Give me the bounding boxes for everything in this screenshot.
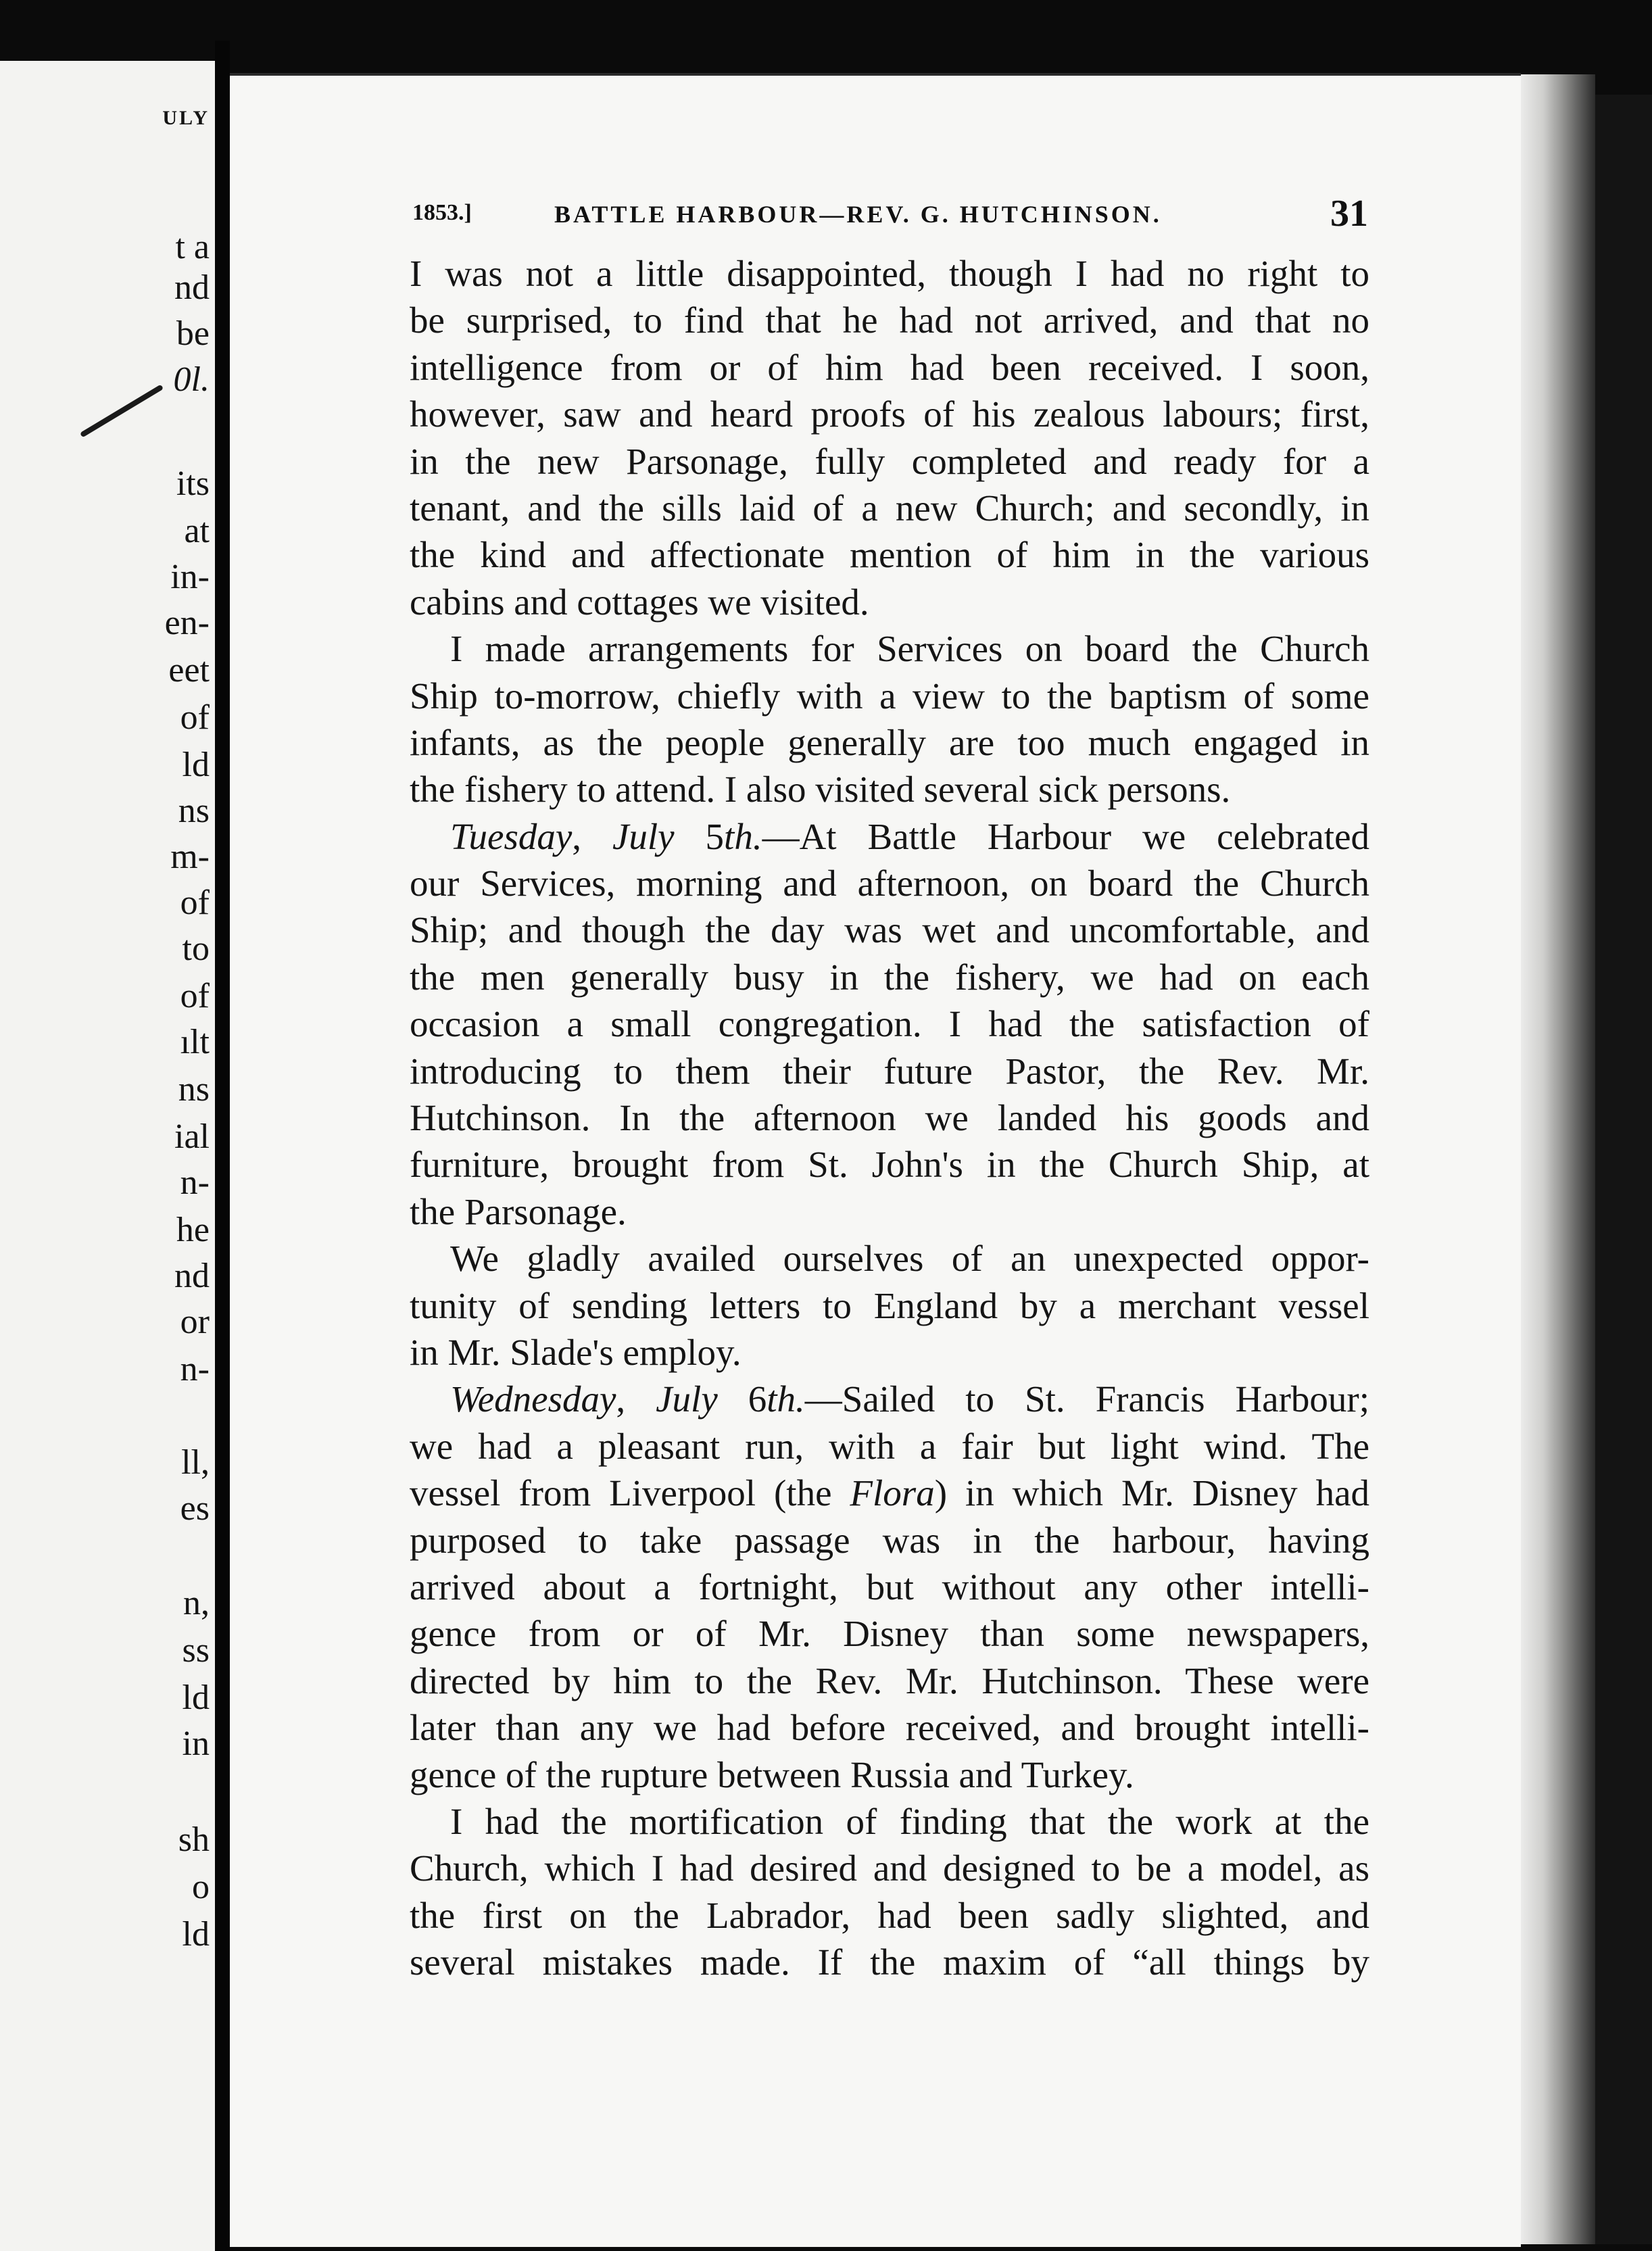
text-line: the fishery to attend. I also visited several sick persons. — [410, 769, 1231, 810]
text-line: gence of the rupture between Russia and Turkey. — [410, 1753, 1134, 1795]
left-page-fragment: t a — [175, 228, 210, 266]
left-page-fragment: ns — [178, 792, 210, 830]
left-page-fragment: eet — [168, 651, 210, 689]
left-page-fragment: ılt — [180, 1023, 210, 1061]
left-page-fragment: ial — [174, 1117, 210, 1156]
text-line: in the new Parsonage, fully completed and ready for a — [410, 440, 1369, 482]
left-page-fragment: ss — [182, 1631, 210, 1670]
left-page-fragment: to — [182, 929, 210, 968]
left-page-fragment: m- — [170, 838, 210, 876]
left-page-fragment: nd — [174, 268, 210, 307]
text-line: infants, as the people generally are too much engaged in — [410, 721, 1369, 763]
text-line: the men generally busy in the fishery, we had on each — [410, 956, 1369, 998]
page-number: 31 — [1330, 193, 1368, 235]
text-line: be surprised, to find that he had not arrived, and that no — [410, 299, 1369, 341]
text-line: later than any we had before received, and brought intelli- — [410, 1707, 1369, 1749]
left-page-fragment: at — [184, 512, 210, 550]
left-page-fragment: ld — [182, 746, 210, 784]
text-line: Church, which I had desired and designed to be a model, as — [410, 1847, 1369, 1889]
text-line: cabins and cottages we visited. — [410, 581, 869, 623]
body-text — [410, 250, 1369, 1985]
text-line: occasion a small congregation. I had the satisfaction of — [410, 1003, 1369, 1045]
text-line: furniture, brought from St. John's in the Church Ship, at — [410, 1144, 1369, 1186]
page-edge-shading — [1521, 74, 1595, 2244]
book-cover-edge — [1595, 95, 1652, 2244]
text-line: several mistakes made. If the maxim of “all things by — [410, 1941, 1369, 1983]
text-line: however, saw and heard proofs of his zealous labours; first, — [410, 393, 1369, 435]
text-line: the kind and affectionate mention of him in the various — [410, 534, 1369, 576]
header-year: 1853.] — [412, 200, 472, 225]
text-line: gence from or of Mr. Disney than some newspapers, — [410, 1613, 1369, 1655]
text-line: intelligence from or of him had been received. I soon, — [410, 346, 1369, 388]
text-line: Ship; and though the day was wet and uncomfortable, and — [410, 909, 1369, 951]
text-line: we had a pleasant run, with a fair but light wind. The — [410, 1425, 1369, 1467]
text-line: the Parsonage. — [410, 1190, 627, 1232]
left-page-fragment: n, — [183, 1584, 210, 1622]
left-page-fragment: 0l. — [173, 360, 210, 399]
left-page-fragment: its — [176, 464, 210, 503]
left-page-fragment: ns — [178, 1070, 210, 1109]
left-page-fragment: ll, — [181, 1443, 210, 1482]
left-page-fragment: nd — [174, 1257, 210, 1295]
text-line: arrived about a fortnight, but without any other intelli- — [410, 1566, 1369, 1607]
left-page-fragment: of — [180, 698, 210, 737]
text-line: directed by him to the Rev. Mr. Hutchinson. These were — [410, 1660, 1369, 1701]
running-head — [412, 193, 1368, 237]
text-line: Wednesday, July 6th.—Sailed to St. Francis Harbour; — [450, 1378, 1369, 1420]
left-page-fragment: of — [180, 884, 210, 922]
text-line: tunity of sending letters to England by a merchant vessel — [410, 1284, 1369, 1326]
text-line: I was not a little disappointed, though I had no right to — [410, 253, 1369, 294]
left-page-fragment: in- — [170, 558, 210, 596]
left-page-fragment: en- — [164, 604, 210, 642]
text-line: I made arrangements for Services on board the Church — [450, 628, 1369, 670]
text-line: in Mr. Slade's employ. — [410, 1331, 742, 1373]
left-page-fragment: n- — [180, 1350, 210, 1388]
text-line: purposed to take passage was in the harbour, having — [410, 1519, 1369, 1561]
text-line: Hutchinson. In the afternoon we landed his goods and — [410, 1097, 1369, 1139]
left-page-fragment: of — [180, 977, 210, 1015]
text-line: Tuesday, July 5th.—At Battle Harbour we celebrated — [450, 815, 1369, 857]
left-page-fragment: be — [176, 314, 210, 353]
left-page-fragment: ULY — [162, 107, 210, 129]
left-page-fragment: o — [192, 1868, 210, 1906]
header-title: BATTLE HARBOUR—REV. G. HUTCHINSON. — [554, 201, 1162, 228]
text-line: the first on the Labrador, had been sadly slighted, and — [410, 1894, 1369, 1936]
left-page-fragment: ld — [182, 1678, 210, 1717]
left-page-fragment: sh — [178, 1820, 210, 1859]
left-page-fragment: he — [176, 1211, 210, 1249]
left-page-fragment: n- — [180, 1163, 210, 1202]
left-page-fragment: es — [180, 1489, 210, 1528]
left-page-fragment: ld — [182, 1915, 210, 1954]
text-line: We gladly availed ourselves of an unexpected oppor- — [450, 1238, 1369, 1280]
text-line: I had the mortification of finding that the work at the — [450, 1800, 1369, 1842]
left-page-fragment: or — [180, 1303, 210, 1341]
previous-page-edge — [0, 61, 215, 2251]
text-line: vessel from Liverpool (the Flora) in which Mr. Disney had — [410, 1472, 1369, 1514]
text-line: introducing to them their future Pastor, the Rev. Mr. — [410, 1050, 1369, 1092]
book-gutter — [215, 41, 230, 2251]
left-page-fragment: in — [182, 1724, 210, 1763]
text-line: our Services, morning and afternoon, on board the Church — [410, 863, 1369, 904]
text-line: Ship to-morrow, chiefly with a view to the baptism of some — [410, 675, 1369, 717]
text-line: tenant, and the sills laid of a new Church; and secondly, in — [410, 487, 1369, 529]
